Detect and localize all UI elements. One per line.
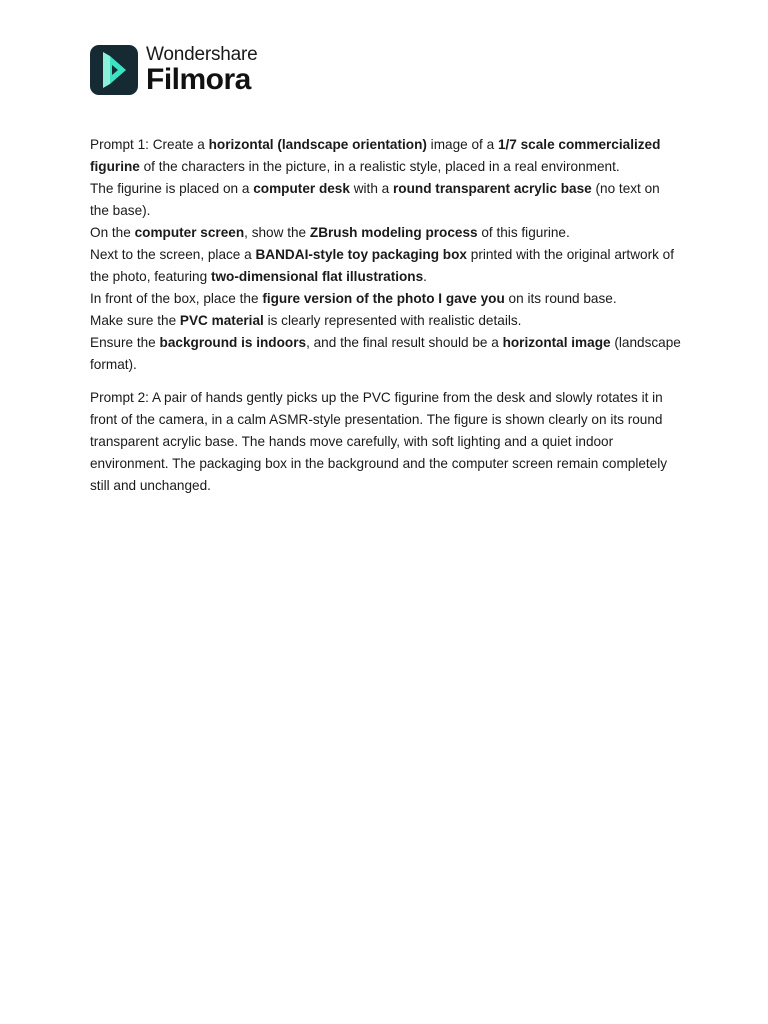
text: , and the final result should be a [306, 335, 503, 350]
bold-text: horizontal (landscape orientation) [208, 137, 427, 152]
text: , show the [244, 225, 310, 240]
text: image of a [426, 137, 498, 152]
logo-wordmark [146, 45, 258, 95]
text: printed with the original artwork of the photo, featuring [90, 247, 675, 284]
filmora-logo-icon [90, 45, 138, 95]
text: On the [90, 225, 135, 240]
prompt-1-line-7 [90, 332, 682, 376]
prompt-2 [90, 387, 682, 497]
bold-text: horizontal image [502, 335, 611, 350]
text: of this figurine. [477, 225, 570, 240]
text: of the characters in the picture, in a realistic style, placed in a real environment. [139, 159, 620, 174]
text: with a [349, 181, 394, 196]
prompt-1-line-4 [90, 244, 682, 288]
prompt-1-line-3 [90, 222, 682, 244]
prompt-2-text: Prompt 2: A pair of hands gently picks up the PVC figurine from the desk and slowly rotates it in front of the camera, in a calm ASMR-style presentation. The figure is shown clearly on its round transparent acrylic base. The hands move carefully, with soft lighting and a quiet indoor environment. The packaging box in the background and the computer screen remain completely still and unchanged. [90, 390, 668, 493]
text: on its round base. [504, 291, 617, 306]
bold-text: BANDAI-style toy packaging box [255, 247, 467, 262]
bold-text: background is indoors [159, 335, 307, 350]
bold-text: figure version of the photo I gave you [262, 291, 505, 306]
bold-text: 1/7 scale commercialized figurine [90, 137, 661, 174]
text: Ensure the [90, 335, 160, 350]
text: is clearly represented with realistic details. [263, 313, 522, 328]
bold-text: PVC material [179, 313, 264, 328]
bold-text: two-dimensional flat illustrations [210, 269, 424, 284]
text: Prompt 1: Create a [90, 137, 209, 152]
document-page [90, 44, 682, 497]
bold-text: ZBrush modeling process [309, 225, 478, 240]
text: Make sure the [90, 313, 180, 328]
bold-text: computer desk [253, 181, 350, 196]
text: Next to the screen, place a [90, 247, 256, 262]
prompt-1-line-6 [90, 310, 682, 332]
bold-text: round transparent acrylic base [393, 181, 592, 196]
text: In front of the box, place the [90, 291, 263, 306]
prompt-1-line-1 [90, 134, 682, 178]
filmora-logo [90, 44, 682, 96]
logo-brand: Wondershare [146, 44, 258, 65]
text: . [423, 269, 427, 284]
logo-product: Filmora [146, 63, 251, 96]
bold-text: computer screen [134, 225, 245, 240]
text: The figurine is placed on a [90, 181, 254, 196]
prompt-1 [90, 134, 682, 376]
text: (no text on the base). [90, 181, 660, 218]
prompt-1-line-5 [90, 288, 682, 310]
text: (landscape format). [90, 335, 681, 372]
prompt-1-line-2 [90, 178, 682, 222]
